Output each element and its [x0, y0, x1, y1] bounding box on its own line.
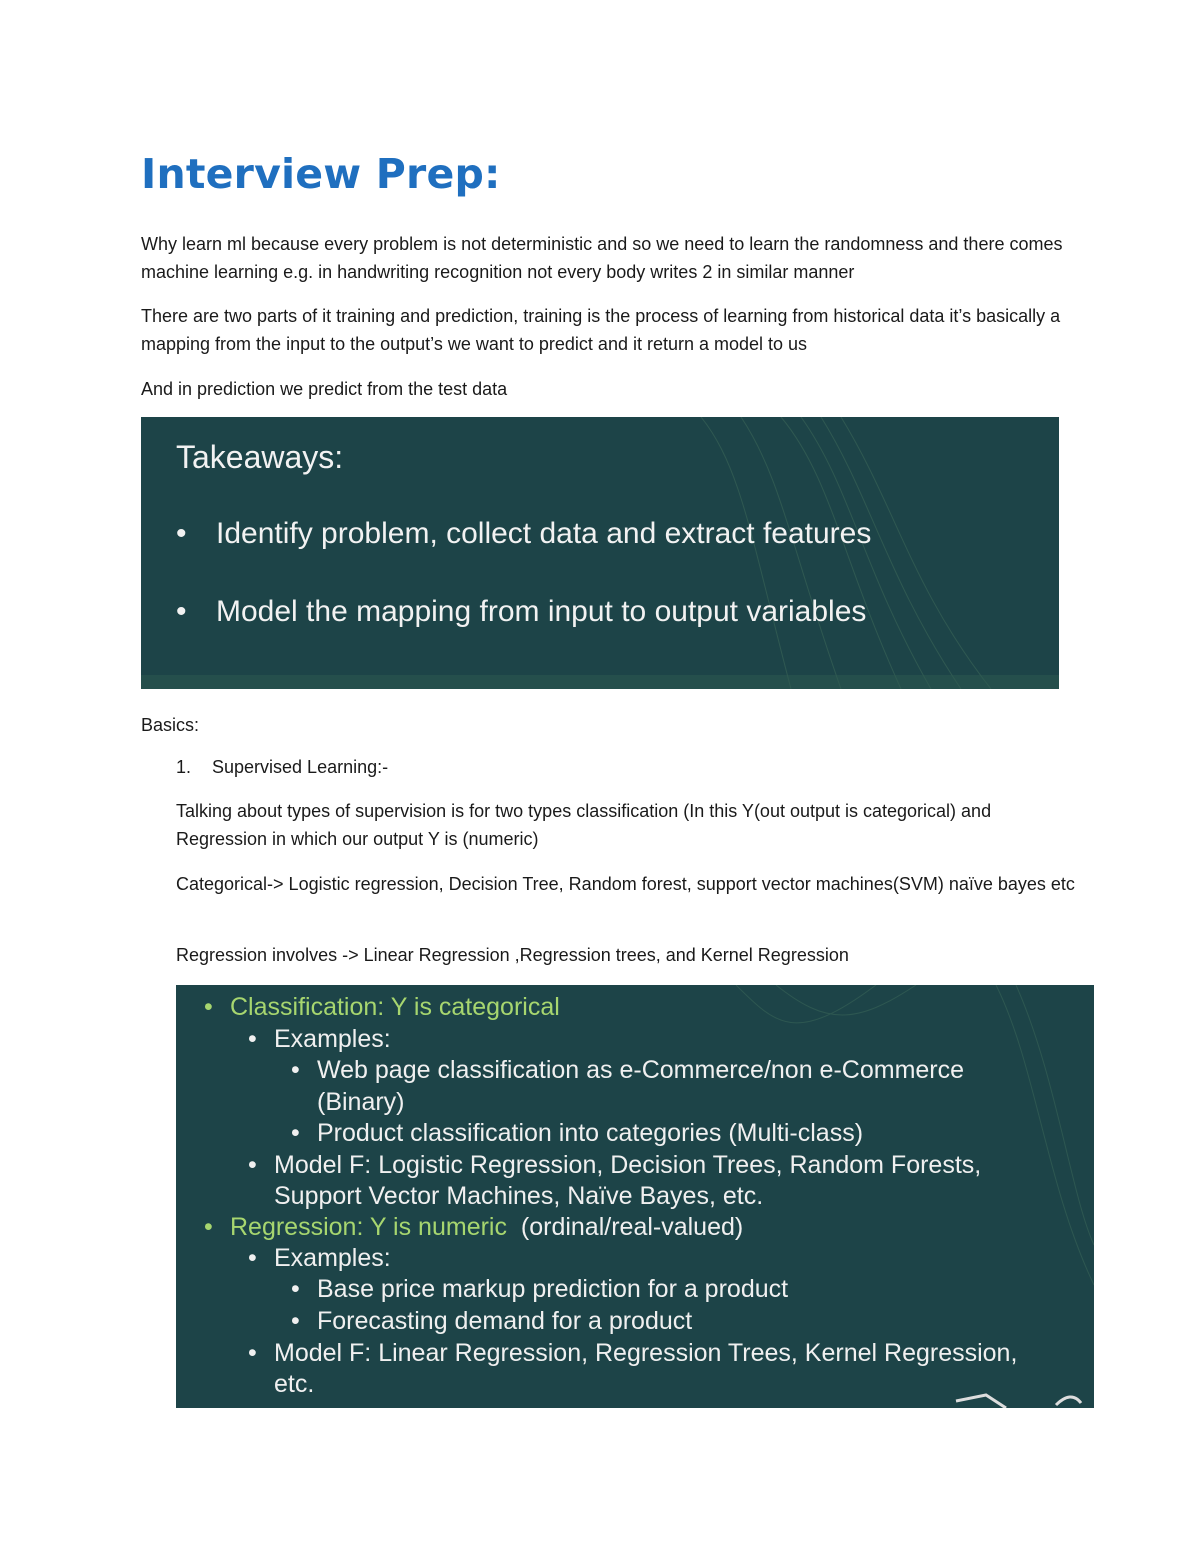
- slide2-example-2a: • Base price markup prediction for a product: [291, 1275, 789, 1303]
- slide1-bullet-1-text: Identify problem, collect data and extract features: [216, 517, 872, 550]
- slide2-example-1a: • Web page classification as e-Commerce/non e-Commerce: [291, 1056, 965, 1084]
- slide2-example-2b-text: Forecasting demand for a product: [317, 1307, 693, 1335]
- basics-paragraph-1: Talking about types of supervision is for two types classification (In this Y(out output is categorical) and Regression in which our output Y is (numeric): [176, 801, 992, 849]
- takeaways-slide-image: [141, 417, 1059, 689]
- slide1-bullet-2-text: Model the mapping from input to output variables: [216, 595, 867, 628]
- slide2-model-1: • Model F: Logistic Regression, Decision Trees, Random Forests,: [248, 1151, 982, 1179]
- intro-paragraph-2: There are two parts of it training and prediction, training is the process of learning from historical data it’s basically a mapping from the input to the output’s we want to predict and it return a model to us: [141, 306, 1061, 354]
- slide2-examples-1: • Examples:: [248, 1025, 391, 1053]
- slide2-regression-line: • Regression: Y is numeric (ordinal/real-valued): [204, 1213, 744, 1241]
- slide2-examples-1-text: Examples:: [274, 1025, 391, 1053]
- list-number: 1.: [176, 757, 192, 777]
- slide1-bullet-1: • Identify problem, collect data and extract features: [176, 517, 872, 550]
- list-item-supervised-learning: Supervised Learning:-: [212, 757, 389, 777]
- intro-paragraph-1: Why learn ml because every problem is not deterministic and so we need to learn the randomness and there comes machine learning e.g. in handwriting recognition not every body writes 2 in similar manner: [141, 234, 1063, 282]
- slide2-regression-text: Regression: Y is numeric: [230, 1213, 507, 1241]
- page-title: Interview Prep:: [141, 150, 501, 198]
- slide2-classification-text: Classification: Y is categorical: [230, 993, 560, 1021]
- intro-paragraph-3: And in prediction we predict from the test data: [141, 379, 508, 399]
- slide2-example-1a-cont: (Binary): [317, 1088, 405, 1116]
- classification-regression-slide-image: [176, 985, 1094, 1408]
- slide2-model-1-cont: Support Vector Machines, Naïve Bayes, etc.: [274, 1182, 764, 1210]
- slide2-examples-2: • Examples:: [248, 1244, 391, 1272]
- slide2-example-1b: • Product classification into categories (Multi-class): [291, 1119, 864, 1147]
- basics-paragraph-3: Regression involves -> Linear Regression ,Regression trees, and Kernel Regression: [176, 945, 849, 965]
- slide2-regression-note: (ordinal/real-valued): [520, 1213, 744, 1241]
- slide2-example-2b: • Forecasting demand for a product: [291, 1307, 693, 1335]
- slide2-example-1a-text: Web page classification as e-Commerce/non e-Commerce: [317, 1056, 965, 1084]
- slide1-bullet-2: • Model the mapping from input to output variables: [176, 595, 867, 628]
- slide1-heading: Takeaways:: [176, 439, 344, 475]
- slide2-model-2: • Model F: Linear Regression, Regression Trees, Kernel Regression,: [248, 1339, 1018, 1367]
- slide2-model-2-cont: etc.: [274, 1370, 315, 1398]
- slide2-model-1-text: Model F: Logistic Regression, Decision Trees, Random Forests,: [274, 1151, 982, 1179]
- slide2-classification-line: • Classification: Y is categorical: [204, 993, 560, 1021]
- slide2-model-2-text: Model F: Linear Regression, Regression Trees, Kernel Regression,: [274, 1339, 1018, 1367]
- basics-heading: Basics:: [141, 715, 200, 735]
- slide2-examples-2-text: Examples:: [274, 1244, 391, 1272]
- slide2-example-2a-text: Base price markup prediction for a product: [317, 1275, 789, 1303]
- slide2-example-1b-text: Product classification into categories (Multi-class): [317, 1119, 864, 1147]
- basics-paragraph-2: Categorical-> Logistic regression, Decision Tree, Random forest, support vector machines(SVM) naïve bayes etc: [176, 874, 1075, 894]
